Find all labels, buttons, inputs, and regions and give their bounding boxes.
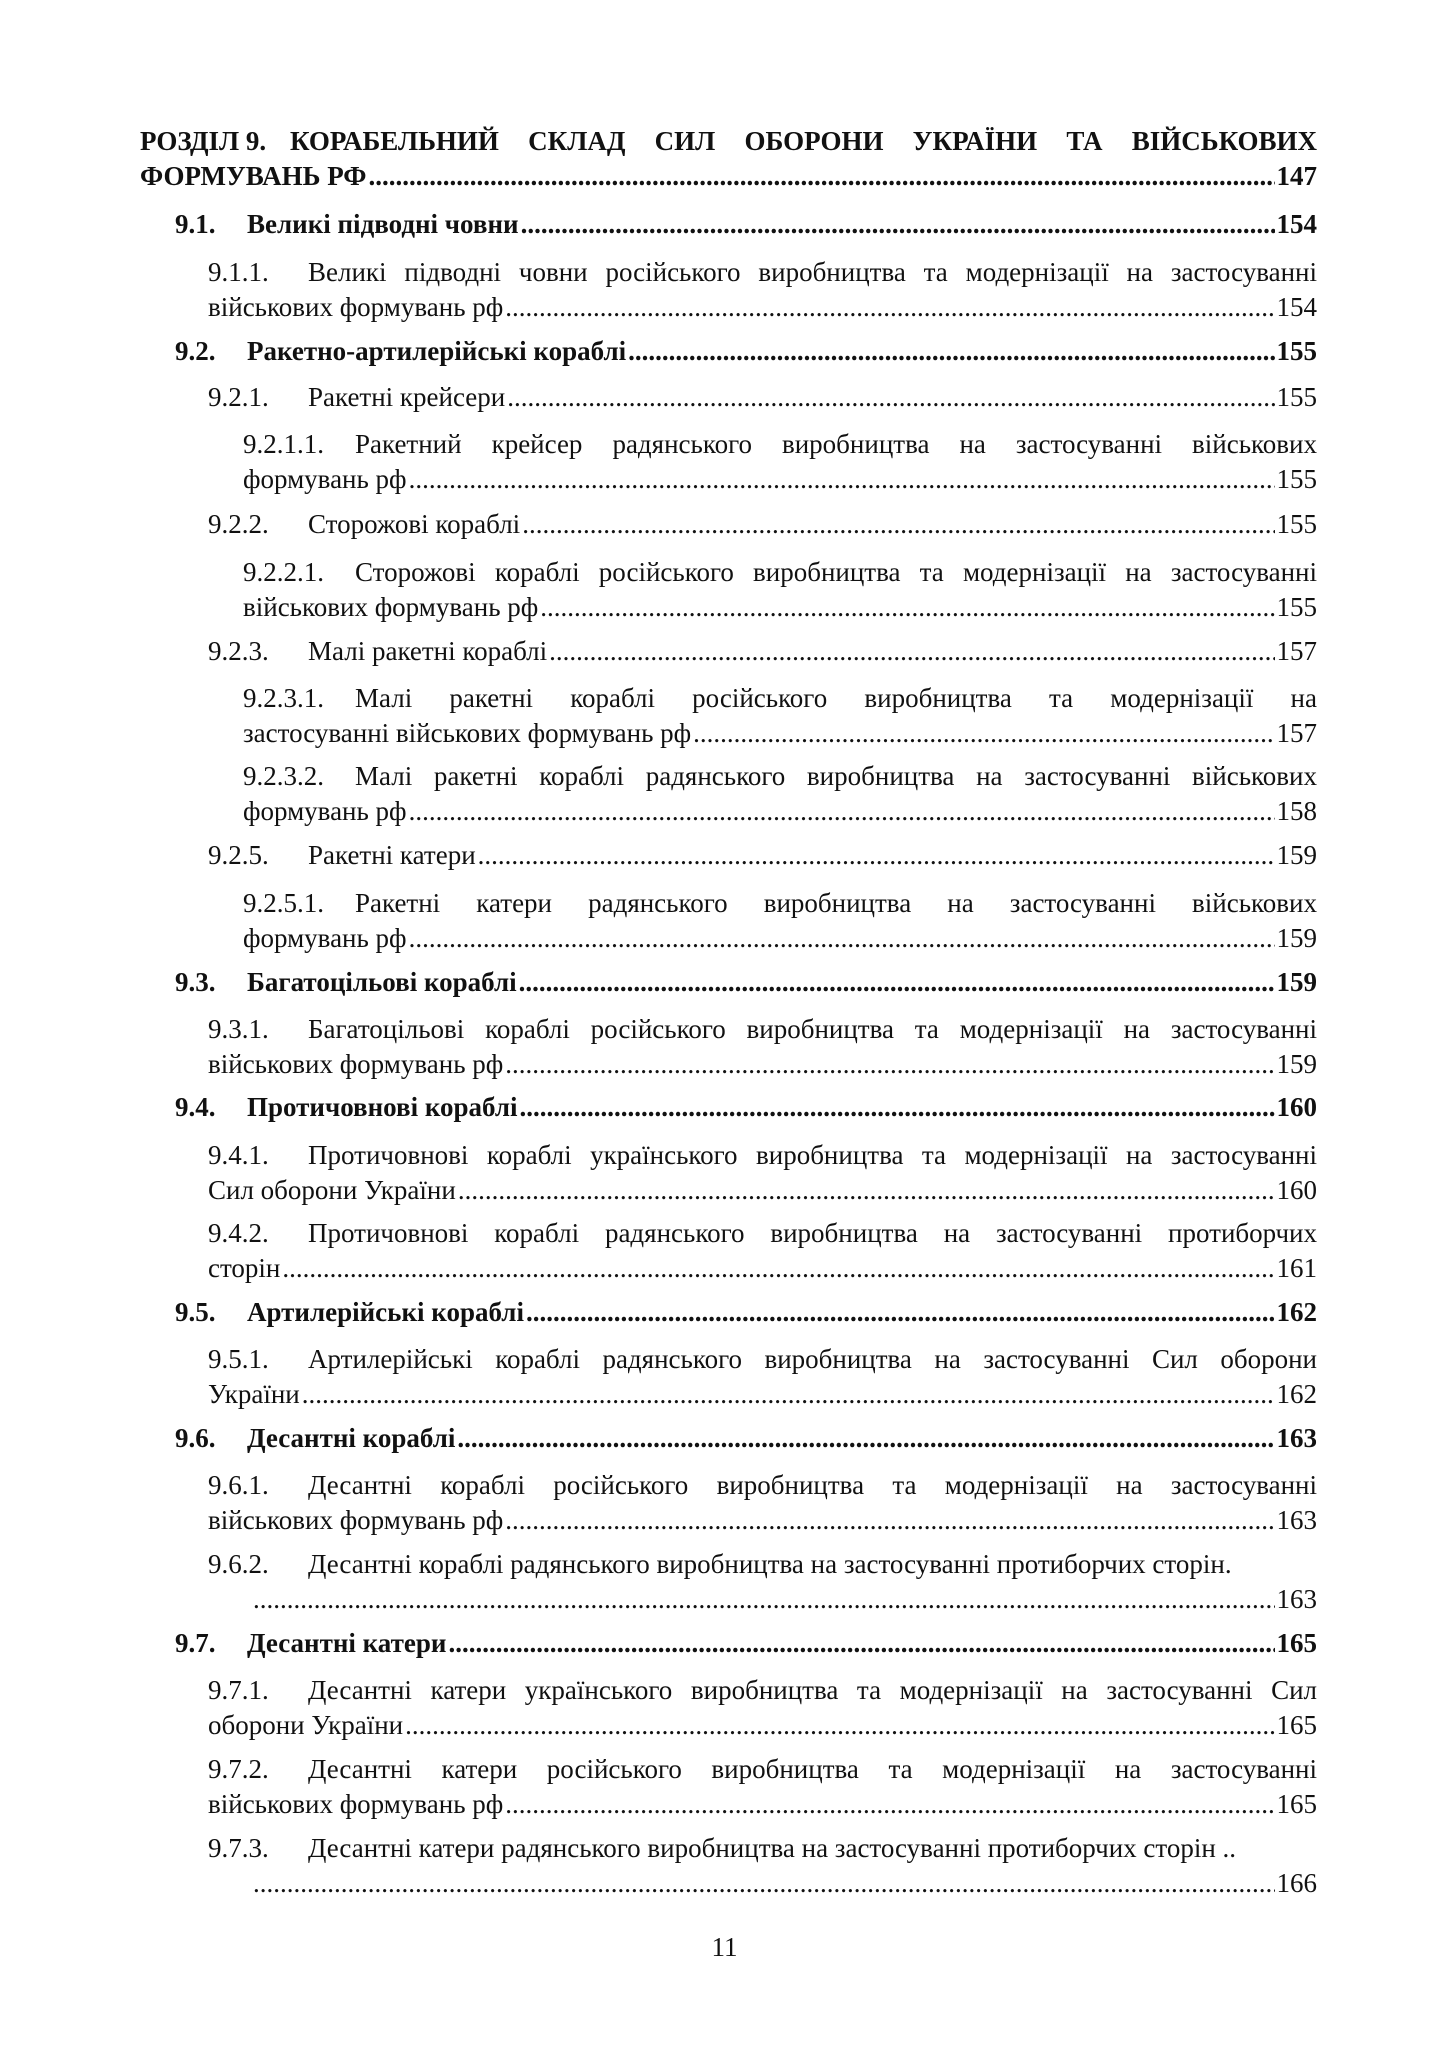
toc-entry-title: Малі ракетні кораблі <box>308 636 548 666</box>
toc-entry-number: 9.2.3. <box>208 636 269 666</box>
toc-page-number: 165 <box>1276 1628 1317 1658</box>
toc-entry[interactable] <box>175 1295 1317 1330</box>
toc-entry-title: Десантні кораблі радянського виробництва на застосуванні протиборчих сторін. <box>308 1549 1232 1579</box>
toc-entry-number: 9.2.1. <box>208 382 269 412</box>
toc-page-number: 159 <box>1276 1049 1317 1079</box>
toc-entry[interactable] <box>208 1831 1317 1901</box>
leader-dots <box>448 1626 1274 1661</box>
toc-entry[interactable] <box>243 681 1317 751</box>
toc-entry-title: Великі підводні човни російського виробництва та модернізації на застосуванні <box>308 257 1317 287</box>
toc-entry-title: Десантні катери російського виробництва та модернізації на застосуванні <box>308 1754 1317 1784</box>
toc-entry-number: 9.2.1.1. <box>243 429 324 459</box>
toc-entry-title: Ракетні катери радянського виробництва на застосуванні військових <box>355 888 1317 918</box>
toc-entry-title: Протичовнові кораблі українського виробництва та модернізації на застосуванні <box>308 1140 1317 1170</box>
toc-entry-number: 9.6.2. <box>208 1549 269 1579</box>
leader-dots <box>282 1251 1274 1286</box>
toc-entry-title-cont: формувань рф <box>243 796 407 826</box>
leader-dots <box>478 838 1275 873</box>
toc-entry[interactable] <box>208 1673 1317 1743</box>
leader-dots <box>526 1295 1275 1330</box>
toc-page-number: 155 <box>1276 382 1317 412</box>
toc-entry-number: 9.7.1. <box>208 1675 269 1705</box>
toc-entry-title: Десантні катери <box>247 1628 447 1658</box>
page-number: 11 <box>711 1932 738 1962</box>
toc-entry-number: 9.6. <box>175 1423 216 1453</box>
leader-dots <box>505 1503 1274 1538</box>
toc-page-number: 157 <box>1276 636 1317 666</box>
toc-entry-title-cont: військових формувань рф <box>208 1505 504 1535</box>
toc-page-number: 161 <box>1276 1253 1317 1283</box>
leader-dots <box>520 1090 1275 1125</box>
toc-entry-title: Ракетні крейсери <box>308 382 506 412</box>
toc-entry-number: 9.4.2. <box>208 1218 269 1248</box>
toc-entry-title-cont: сторін <box>208 1253 281 1283</box>
toc-entry-title-cont: оборони України <box>208 1710 404 1740</box>
toc-page-number: 155 <box>1276 336 1317 366</box>
toc-chapter-title-cont: ФОРМУВАНЬ РФ <box>140 161 367 191</box>
toc-entry[interactable] <box>208 507 1317 542</box>
toc-entry-title: Десантні катери радянського виробництва на застосуванні протиборчих сторін .. <box>308 1833 1237 1863</box>
toc-entry[interactable] <box>208 1547 1317 1617</box>
toc-entry-title-cont: України <box>208 1379 300 1409</box>
toc-entry-title-cont: Сил оборони України <box>208 1175 456 1205</box>
toc-entry[interactable] <box>208 634 1317 669</box>
leader-dots <box>368 159 1274 194</box>
toc-entry-title-cont: формувань рф <box>243 464 407 494</box>
toc-entry[interactable] <box>243 427 1317 497</box>
toc-entry[interactable] <box>208 1752 1317 1822</box>
toc-page-number: 158 <box>1276 796 1317 826</box>
toc-entry-title: Ракетно-артилерійські кораблі <box>247 336 627 366</box>
toc-page-number: 154 <box>1276 292 1317 322</box>
leader-dots <box>693 716 1274 751</box>
toc-entry[interactable] <box>208 380 1317 415</box>
toc-entry-title: Малі ракетні кораблі російського виробництва та модернізації на <box>355 683 1317 713</box>
leader-dots <box>522 507 1274 542</box>
toc-entry-title: Багатоцільові кораблі <box>247 967 517 997</box>
toc-chapter-heading <box>140 124 1317 159</box>
toc-chapter-heading-line2 <box>140 159 1317 194</box>
toc-entry-number: 9.7. <box>175 1628 216 1658</box>
toc-page-number: 160 <box>1276 1092 1317 1122</box>
leader-dots <box>505 1787 1274 1822</box>
toc-entry[interactable] <box>175 1421 1317 1456</box>
toc-entry-number: 9.2.3.2. <box>243 761 324 791</box>
toc-page-number: 155 <box>1276 592 1317 622</box>
toc-entry-title: Артилерійські кораблі радянського виробництва на застосуванні Сил оборони <box>308 1344 1317 1374</box>
toc-entry-title: Артилерійські кораблі <box>247 1297 524 1327</box>
leader-dots <box>521 207 1275 242</box>
leader-dots <box>409 462 1275 497</box>
toc-entry-number: 9.1. <box>175 209 216 239</box>
toc-entry-title: Десантні катери українського виробництва та модернізації на застосуванні Сил <box>308 1675 1317 1705</box>
toc-entry-number: 9.7.3. <box>208 1833 269 1863</box>
leader-dots <box>409 794 1275 829</box>
toc-entry-title: Багатоцільові кораблі російського виробництва та модернізації на застосуванні <box>308 1014 1317 1044</box>
toc-entry[interactable] <box>175 1090 1317 1125</box>
toc-entry-number: 9.2.2.1. <box>243 557 324 587</box>
toc-entry[interactable] <box>208 255 1317 325</box>
toc-entry[interactable] <box>208 1342 1317 1412</box>
toc-page-number: 166 <box>1276 1868 1317 1898</box>
toc-entry[interactable] <box>175 207 1317 242</box>
toc-entry[interactable] <box>208 1138 1317 1208</box>
leader-dots <box>519 965 1275 1000</box>
leader-dots <box>458 1173 1275 1208</box>
toc-entry-number: 9.2. <box>175 336 216 366</box>
toc-entry-title-cont: військових формувань рф <box>208 1789 504 1819</box>
toc-entry-title: Ракетні катери <box>308 840 476 870</box>
toc-page-number: 162 <box>1276 1379 1317 1409</box>
toc-entry-title: Протичовнові кораблі радянського виробництва на застосуванні протиборчих <box>308 1218 1317 1248</box>
leader-dots <box>505 1047 1274 1082</box>
toc-entry-title: Великі підводні човни <box>247 209 519 239</box>
toc-entry-title: Десантні кораблі <box>247 1423 456 1453</box>
toc-entry-title: Малі ракетні кораблі радянського виробництва на застосуванні військових <box>355 761 1317 791</box>
toc-entry-number: 9.6.1. <box>208 1470 269 1500</box>
toc-page-number: 160 <box>1276 1175 1317 1205</box>
toc-entry-number: 9.2.2. <box>208 509 269 539</box>
toc-page-number: 165 <box>1276 1789 1317 1819</box>
toc-entry-number: 9.5. <box>175 1297 216 1327</box>
toc-entry-title: Ракетний крейсер радянського виробництва на застосуванні військових <box>355 429 1317 459</box>
toc-page-number: 165 <box>1276 1710 1317 1740</box>
toc-entry[interactable] <box>175 334 1317 369</box>
toc-page-number: 155 <box>1276 464 1317 494</box>
toc-entry-title-cont: військових формувань рф <box>208 1049 504 1079</box>
toc-entry[interactable] <box>243 759 1317 829</box>
leader-dots <box>409 921 1275 956</box>
toc-page-number: 155 <box>1276 509 1317 539</box>
toc-page-number: 159 <box>1276 840 1317 870</box>
toc-entry-title-cont: військових формувань рф <box>243 592 539 622</box>
toc-entry[interactable] <box>208 1216 1317 1286</box>
leader-dots <box>549 634 1274 669</box>
toc-page-number: 147 <box>1276 161 1317 191</box>
leader-dots <box>505 290 1274 325</box>
toc-entry[interactable] <box>208 838 1317 873</box>
toc-entry-title: Сторожові кораблі російського виробництва та модернізації на застосуванні <box>355 557 1317 587</box>
leader-dots <box>507 380 1274 415</box>
toc-entry[interactable] <box>175 1626 1317 1661</box>
toc-page-number: 157 <box>1276 718 1317 748</box>
toc-page-number: 162 <box>1276 1297 1317 1327</box>
toc-entry[interactable] <box>175 965 1317 1000</box>
toc-entry-number: 9.3.1. <box>208 1014 269 1044</box>
toc-page-number: 159 <box>1276 923 1317 953</box>
toc-entry-number: 9.5.1. <box>208 1344 269 1374</box>
toc-entry-title-cont: формувань рф <box>243 923 407 953</box>
toc-entry-title: Десантні кораблі російського виробництва та модернізації на застосуванні <box>308 1470 1317 1500</box>
leader-dots <box>540 590 1274 625</box>
leader-dots <box>302 1377 1275 1412</box>
toc-entry-number: 9.2.5.1. <box>243 888 324 918</box>
toc-entry-title: Сторожові кораблі <box>308 509 521 539</box>
toc-page-number: 154 <box>1276 209 1317 239</box>
leader-dots <box>457 1421 1274 1456</box>
toc-entry-number: 9.2.3.1. <box>243 683 324 713</box>
toc-entry-number: 9.4.1. <box>208 1140 269 1170</box>
toc-entry-title-cont: застосуванні військових формувань рф <box>243 718 692 748</box>
toc-entry[interactable] <box>208 1468 1317 1538</box>
toc-chapter-title: КОРАБЕЛЬНИЙ СКЛАД СИЛ ОБОРОНИ УКРАЇНИ ТА ВІЙСЬКОВИХ <box>290 126 1317 156</box>
toc-entry-number: 9.3. <box>175 967 216 997</box>
leader-dots <box>253 1582 1275 1617</box>
toc-entry-number: 9.2.5. <box>208 840 269 870</box>
toc-page-number: 163 <box>1276 1505 1317 1535</box>
toc-entry-number: 9.1.1. <box>208 257 269 287</box>
toc-chapter-label: РОЗДІЛ 9. <box>140 126 267 156</box>
leader-dots <box>628 334 1274 369</box>
toc-entry-number: 9.4. <box>175 1092 216 1122</box>
toc-entry-number: 9.7.2. <box>208 1754 269 1784</box>
toc-page-number: 163 <box>1276 1423 1317 1453</box>
toc-entry[interactable] <box>243 886 1317 956</box>
toc-entry[interactable] <box>208 1012 1317 1082</box>
toc-entry-title: Протичовнові кораблі <box>247 1092 518 1122</box>
toc-entry-title-cont: військових формувань рф <box>208 292 504 322</box>
toc-page-number: 159 <box>1276 967 1317 997</box>
leader-dots <box>253 1866 1275 1901</box>
toc-entry[interactable] <box>243 555 1317 625</box>
toc-page-number: 163 <box>1276 1584 1317 1614</box>
leader-dots <box>405 1708 1274 1743</box>
